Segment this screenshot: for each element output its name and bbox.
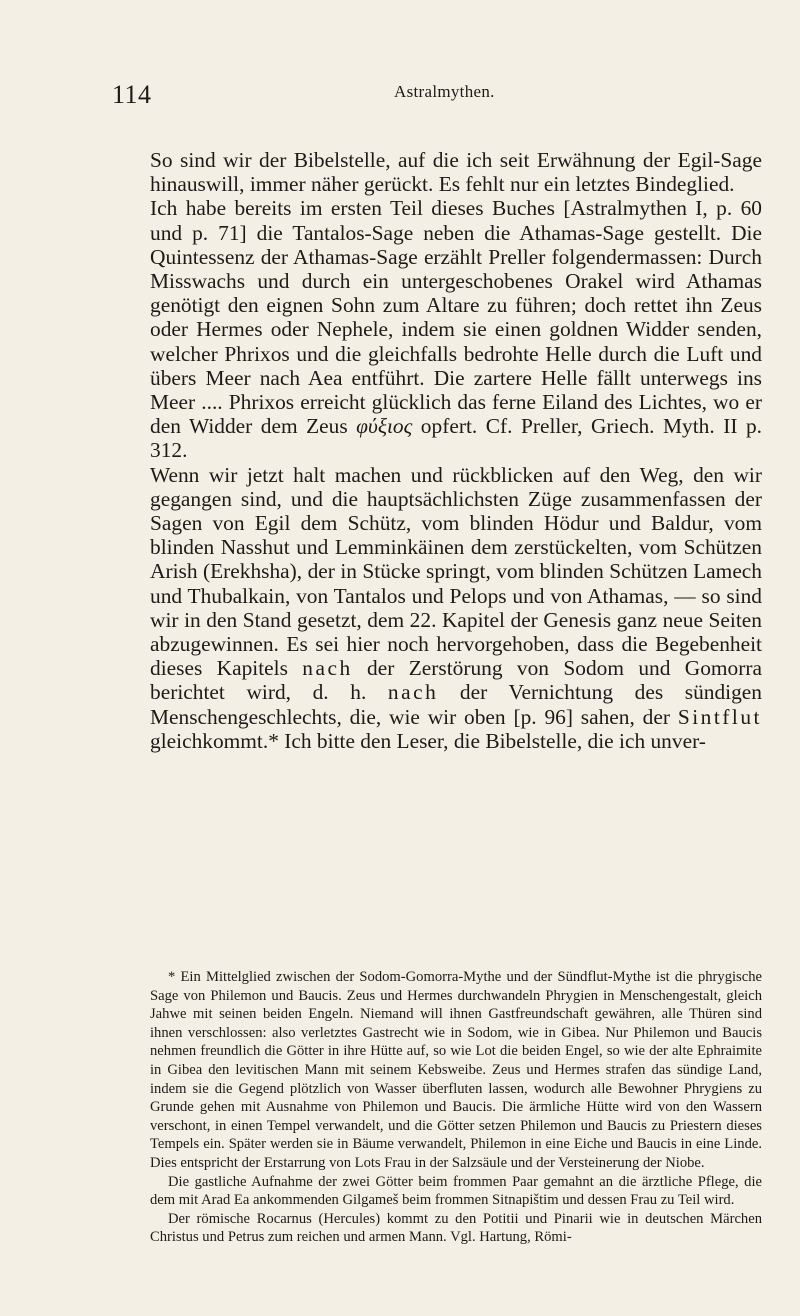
paragraph-3-text-a: Wenn wir jetzt halt machen und rückblicken auf den Weg, den wir gegangen sind, und die hauptsächlichsten Züge zusammenfassen der Sagen von Egil dem Schütz, vom blinden Hödur und Baldur, vom blinden Nasshut und Lemminkäinen dem zerstückelten, vom Schützen Arish (Erekhsha), der in Stücke springt, vom blinden Schützen Lamech und Thubalkain, von Tantalos und Pelops und von Athamas, — so sind wir in den Stand gesetzt, dem 22. Kapitel der Genesis ganz neue Seiten abzugewinnen. Es sei hier noch hervorgehoben, dass die Begebenheit dieses Kapitels [150,462,762,681]
greek-word: φύξιος [356,414,413,439]
paragraph-3 [150,463,762,753]
paragraph-2-text-a: Ich habe bereits im ersten Teil dieses Buches [Astralmythen I, p. 60 und p. 71] die Tantalos-Sage neben die Athamas-Sage gestellt. Die Quintessenz der Athamas-Sage erzählt Preller folgendermassen: Durch Misswachs und durch ein untergeschobenes Orakel wird Athamas genötigt den eignen Sohn zum Altare zu führen; doch rettet ihn Zeus oder Hermes oder Nephele, indem sie einen goldnen Widder senden, welcher Phrixos und die gleichfalls bedrohte Helle durch die Luft und übers Meer nach Aea entführt. Die zartere Helle fällt unterwegs ins Meer .... Phrixos erreicht glücklich das ferne Eiland des Lichtes, wo er den Widder dem Zeus [150,196,762,439]
paragraph-3-text-d: gleichkommt.* Ich bitte den Leser, die Bibelstelle, die ich unver- [150,728,706,753]
paragraph-2 [150,196,762,462]
footnote-1: * Ein Mittelglied zwischen der Sodom-Gomorra-Mythe und der Sündflut-Mythe ist die phrygische Sage von Philemon und Baucis. Zeus und Hermes durchwandeln Phrygien in Menschengestalt, gleich Jahwe mit seinen beiden Engeln. Niemand will ihnen Gastfreundschaft gewähren, alle Thüren sind ihnen verschlossen: also verletztes Gastrecht wie in Sodom, wie in Gibea. Nur Philemon und Baucis nehmen freundlich die Götter in ihre Hütte auf, so wie Lot die beiden Engel, so wie der alte Ephraimite in Gibea den levitischen Mann mit seinem Kebsweibe. Zeus und Hermes strafen das sündige Land, indem sie die Gegend plötzlich von Wasser überfluten lassen, wodurch alle Bewohner Phrygiens zu Grunde gehen mit Ausnahme von Philemon und Baucis. Die ärmliche Hütte wird von den Wassern verschont, in einen Tempel verwandelt, und die Götter setzen Philemon und Baucis zu Priestern dieses Tempels ein. Später werden sie in Bäume verwandelt, Philemon in eine Eiche und Baucis in eine Linde. Dies entspricht der Erstarrung von Lots Frau in der Salzsäule und der Versteinerung der Niobe. [150,969,762,1171]
paragraph-1: So sind wir der Bibelstelle, auf die ich seit Erwähnung der Egil-Sage hinauswill, immer näher gerückt. Es fehlt nur ein letztes Bindeglied. [150,148,762,197]
page-number: 114 [112,80,152,109]
page-header [112,80,752,120]
paragraph-2-text-b: opfert. Cf. Preller, Griech. Myth. II p. 312. [150,414,762,463]
emphasis-nach-2: nach [387,680,439,705]
paragraph-3-text-c: der Vernichtung des sündigen Menschengeschlechts, die, wie wir oben [p. 96] sahen, der [150,680,762,729]
main-text [150,148,762,753]
footnote-3: Der römische Rocarnus (Hercules) kommt zu den Potitii und Pinarii wie in deutschen Märchen Christus und Petrus zum reichen und armen Mann. Vgl. Hartung, Römi- [150,1210,762,1246]
footnote-2: Die gastliche Aufnahme der zwei Götter beim frommen Paar gemahnt an die ärztliche Pflege, die dem mit Arad Ea ankommenden Gilgameš beim frommen Sitnapištim und dessen Frau zu Teil wird. [150,1173,762,1209]
footnotes [150,968,762,1247]
paragraph-3-text-b: der Zerstörung von Sodom und Gomorra berichtet wird, d. h. [150,656,762,705]
emphasis-sintflut: Sintflut [677,704,762,729]
running-head: Astralmythen. [394,82,495,101]
emphasis-nach-1: nach [302,656,353,681]
